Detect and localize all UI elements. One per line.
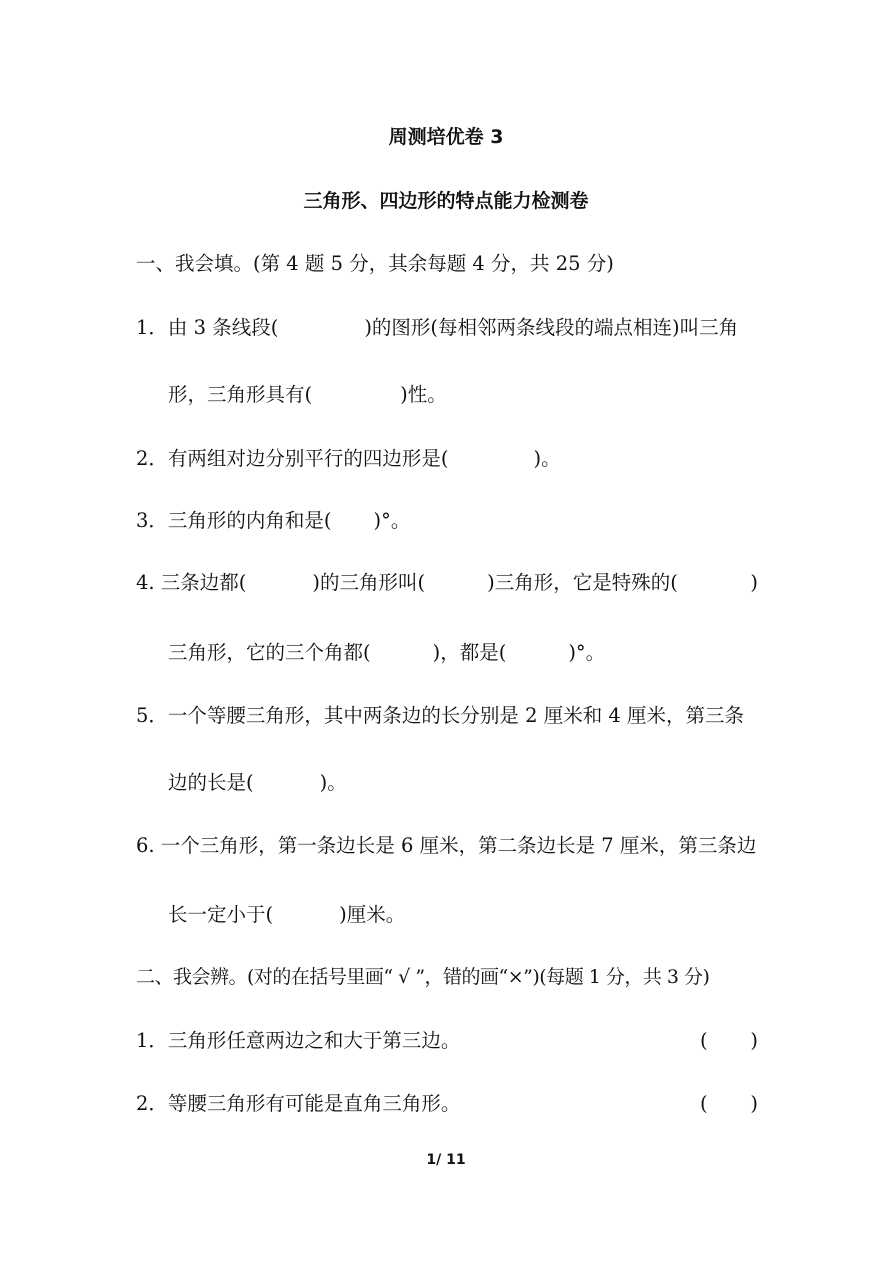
- judge-item-text: 2．等腰三角形有可能是直角三角形。: [136, 1092, 461, 1115]
- paren-open: (: [700, 1029, 708, 1052]
- question-5-line-1: 5．一个等腰三角形，其中两条边的长分别是 2 厘米和 4 厘米，第三条: [136, 704, 745, 727]
- q2-text-b: )。: [533, 447, 561, 470]
- q3-text-a: 3．三角形的内角和是(: [136, 509, 332, 532]
- q4-text-g: )°。: [568, 641, 606, 664]
- judge-item: [136, 1027, 758, 1055]
- question-3: [136, 507, 766, 535]
- section-1-heading: 一、我会填。(第 4 题 5 分，其余每题 4 分，共 25 分): [136, 252, 614, 275]
- question-1-line-1: [136, 314, 766, 342]
- judge-answer-box[interactable]: [700, 1027, 758, 1055]
- q1-text-d: )性。: [400, 383, 447, 406]
- question-6-line-1: 6. 一个三角形，第一条边长是 6 厘米，第二条边长是 7 厘米，第三条边: [136, 834, 757, 857]
- q2-text-a: 2．有两组对边分别平行的四边形是(: [136, 447, 449, 470]
- judge-item: [136, 1090, 758, 1118]
- q1-text-b: )的图形(每相邻两条线段的端点相连)叫三角: [364, 316, 739, 339]
- q6-text-b: 长一定小于(: [168, 903, 274, 926]
- q4-text-c: )三角形，它是特殊的(: [487, 571, 678, 594]
- q4-segment-1: [136, 569, 678, 597]
- q3-text-b: )°。: [373, 509, 411, 532]
- page-number: 1/ 11: [426, 1152, 466, 1168]
- q4-text-d: ): [750, 571, 758, 594]
- question-1-line-2: [168, 381, 768, 409]
- q5-text-c: )。: [319, 771, 347, 794]
- q4-text-a: 4. 三条边都(: [136, 571, 247, 594]
- page-subtitle: 三角形、四边形的特点能力检测卷: [303, 190, 589, 212]
- question-6-line-2: [168, 901, 768, 929]
- q1-text-c: 形，三角形具有(: [168, 383, 313, 406]
- q4-text-b: )的三角形叫(: [312, 571, 426, 594]
- page-title: 周测培优卷 3: [388, 126, 504, 148]
- q4-text-e: 三角形，它的三个角都(: [168, 641, 371, 664]
- question-4-line-2: [168, 639, 768, 667]
- paren-close: ): [750, 1029, 758, 1052]
- question-2: [136, 445, 766, 473]
- q6-text-c: )厘米。: [339, 903, 406, 926]
- q1-text-a: 1．由 3 条线段(: [136, 316, 279, 339]
- judge-answer-box[interactable]: [700, 1090, 758, 1118]
- paren-close: ): [750, 1092, 758, 1115]
- q4-segment-2: [684, 569, 758, 597]
- q4-text-f: )，都是(: [432, 641, 507, 664]
- q5-text-b: 边的长是(: [168, 771, 254, 794]
- judge-item-text: 1．三角形任意两边之和大于第三边。: [136, 1029, 461, 1052]
- section-2-heading: 二、我会辨。(对的在括号里画“ √ ”，错的画“×”)(每题 1 分，共 3 分): [136, 966, 710, 988]
- paren-open: (: [700, 1092, 708, 1115]
- question-5-line-2: [168, 769, 768, 797]
- question-4-line-1: [136, 569, 758, 597]
